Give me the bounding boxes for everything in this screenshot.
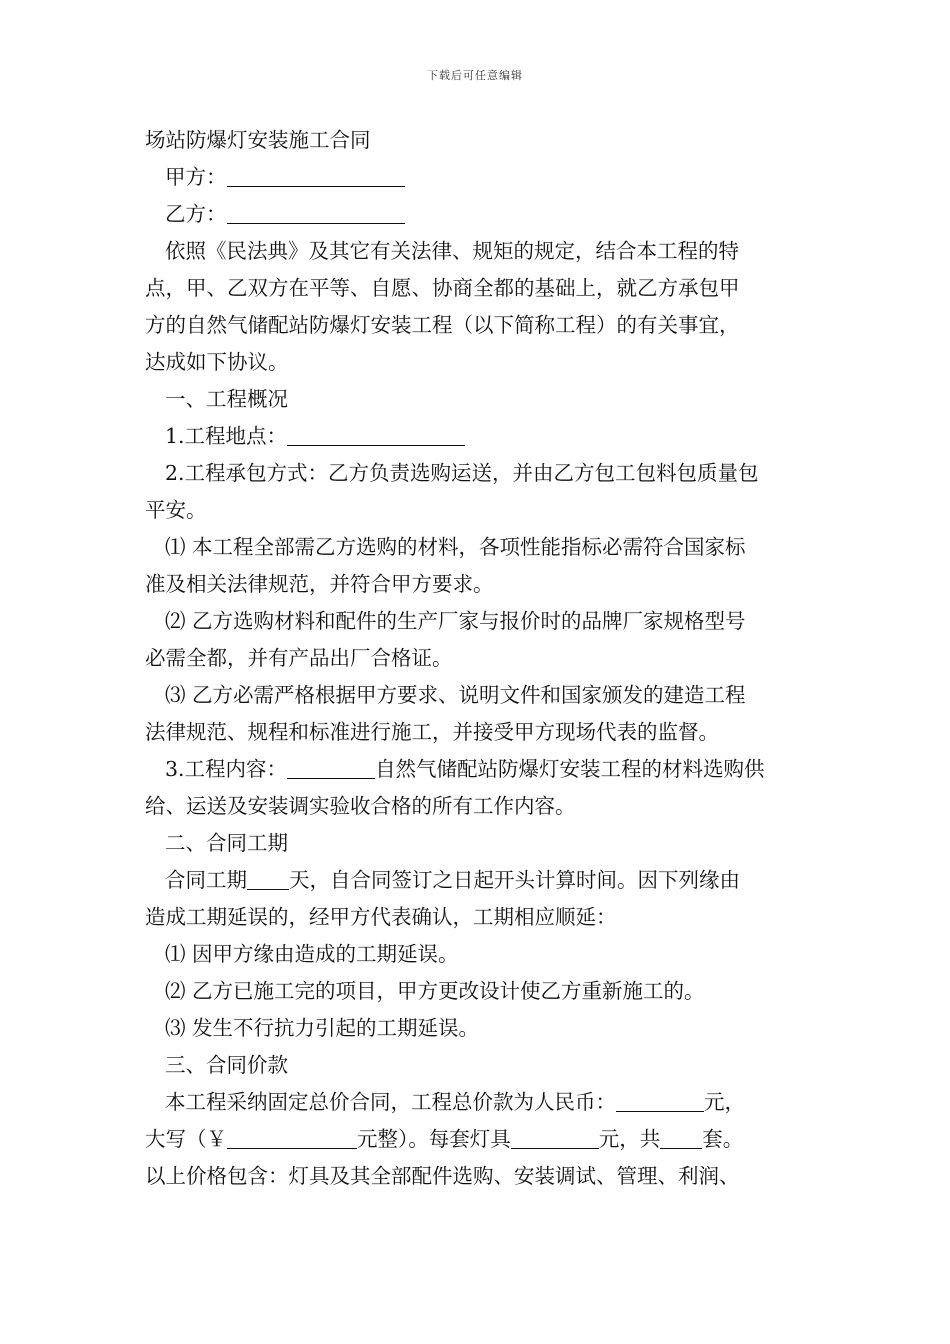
upper-case-label: 大写（￥ bbox=[145, 1127, 227, 1151]
contract-title: 场站防爆灯安装施工合同 bbox=[145, 128, 371, 152]
period-days-blank[interactable] bbox=[247, 869, 289, 890]
content-rest: 自然气储配站防爆灯安装工程的材料选购供 bbox=[375, 757, 765, 781]
total-price-blank[interactable] bbox=[616, 1091, 704, 1112]
price-includes-line: 以上价格包含：灯具及其全部配件选购、安装调试、管理、利润、 bbox=[145, 1164, 740, 1188]
item-1-line-2: 准及相关法律规范，并符合甲方要求。 bbox=[145, 572, 494, 596]
item-3-line-2: 法律规范、规程和标准进行施工，并接受甲方现场代表的监督。 bbox=[145, 720, 719, 744]
content-line-1 bbox=[145, 751, 810, 788]
price-label: 本工程采纳固定总价合同，工程总价款为人民币： bbox=[165, 1090, 616, 1114]
intro-line-3: 方的自然气储配站防爆灯安装工程（以下简称工程）的有关事宜， bbox=[145, 313, 740, 337]
party-a-label: 甲方： bbox=[165, 165, 227, 189]
period-rest: 天，自合同签订之日起开头计算时间。因下列缘由 bbox=[289, 868, 740, 892]
item-1-line-1: ⑴ 本工程全部需乙方选购的材料，各项性能指标必需符合国家标 bbox=[165, 535, 746, 559]
contract-method-line-2: 平安。 bbox=[145, 498, 207, 522]
location-line bbox=[145, 418, 810, 455]
per-set-price-blank[interactable] bbox=[511, 1128, 599, 1149]
item-2-line-2: 必需全都，并有产品出厂合格证。 bbox=[145, 646, 453, 670]
period-label: 合同工期 bbox=[165, 868, 247, 892]
delay-reason-3: ⑶ 发生不行抗力引起的工期延误。 bbox=[165, 1016, 480, 1040]
price-unit: 元， bbox=[704, 1090, 745, 1114]
set-count-label: 元，共 bbox=[598, 1127, 661, 1151]
period-line-2: 造成工期延误的，经甲方代表确认，工期相应顺延： bbox=[145, 905, 617, 929]
location-blank[interactable] bbox=[287, 425, 465, 446]
intro-line-2: 点，甲、乙双方在平等、自愿、协商全都的基础上，就乙方承包甲 bbox=[145, 276, 740, 300]
party-b-line bbox=[145, 196, 810, 233]
intro-line-4: 达成如下协议。 bbox=[145, 350, 289, 374]
set-unit: 套。 bbox=[702, 1127, 744, 1151]
content-label: 3.工程内容： bbox=[165, 757, 288, 781]
contract-method-line-1: 2.工程承包方式：乙方负责选购运送，并由乙方包工包料包质量包 bbox=[165, 461, 759, 485]
intro-line-1: 依照《民法典》及其它有关法律、规矩的规定，结合本工程的特 bbox=[165, 239, 739, 263]
party-b-label: 乙方： bbox=[165, 202, 227, 226]
item-2-line-1: ⑵ 乙方选购材料和配件的生产厂家与报价时的品牌厂家规格型号 bbox=[165, 609, 746, 633]
party-a-line bbox=[145, 159, 810, 196]
item-3-line-1: ⑶ 乙方必需严格根据甲方要求、说明文件和国家颁发的建造工程 bbox=[165, 683, 746, 707]
delay-reason-1: ⑴ 因甲方缘由造成的工期延误。 bbox=[165, 942, 459, 966]
price-line-1 bbox=[145, 1084, 810, 1121]
period-line-1 bbox=[145, 862, 810, 899]
contract-body bbox=[145, 122, 810, 1195]
content-line-2: 给、运送及安装调实验收合格的所有工作内容。 bbox=[145, 794, 576, 818]
section-1-heading: 一、工程概况 bbox=[165, 387, 288, 411]
section-2-heading: 二、合同工期 bbox=[165, 831, 288, 855]
upper-case-blank[interactable] bbox=[227, 1128, 357, 1149]
party-b-blank[interactable] bbox=[227, 203, 405, 224]
per-set-label: 元整）。每套灯具 bbox=[357, 1127, 511, 1151]
content-blank[interactable] bbox=[287, 758, 375, 779]
page-header: 下载后可任意编辑 bbox=[427, 69, 523, 82]
delay-reason-2: ⑵ 乙方已施工完的项目，甲方更改设计使乙方重新施工的。 bbox=[165, 979, 705, 1003]
set-count-blank[interactable] bbox=[660, 1128, 702, 1149]
section-3-heading: 三、合同价款 bbox=[165, 1053, 288, 1077]
location-label: 1.工程地点： bbox=[165, 424, 288, 448]
price-line-2 bbox=[145, 1121, 810, 1158]
party-a-blank[interactable] bbox=[227, 166, 405, 187]
